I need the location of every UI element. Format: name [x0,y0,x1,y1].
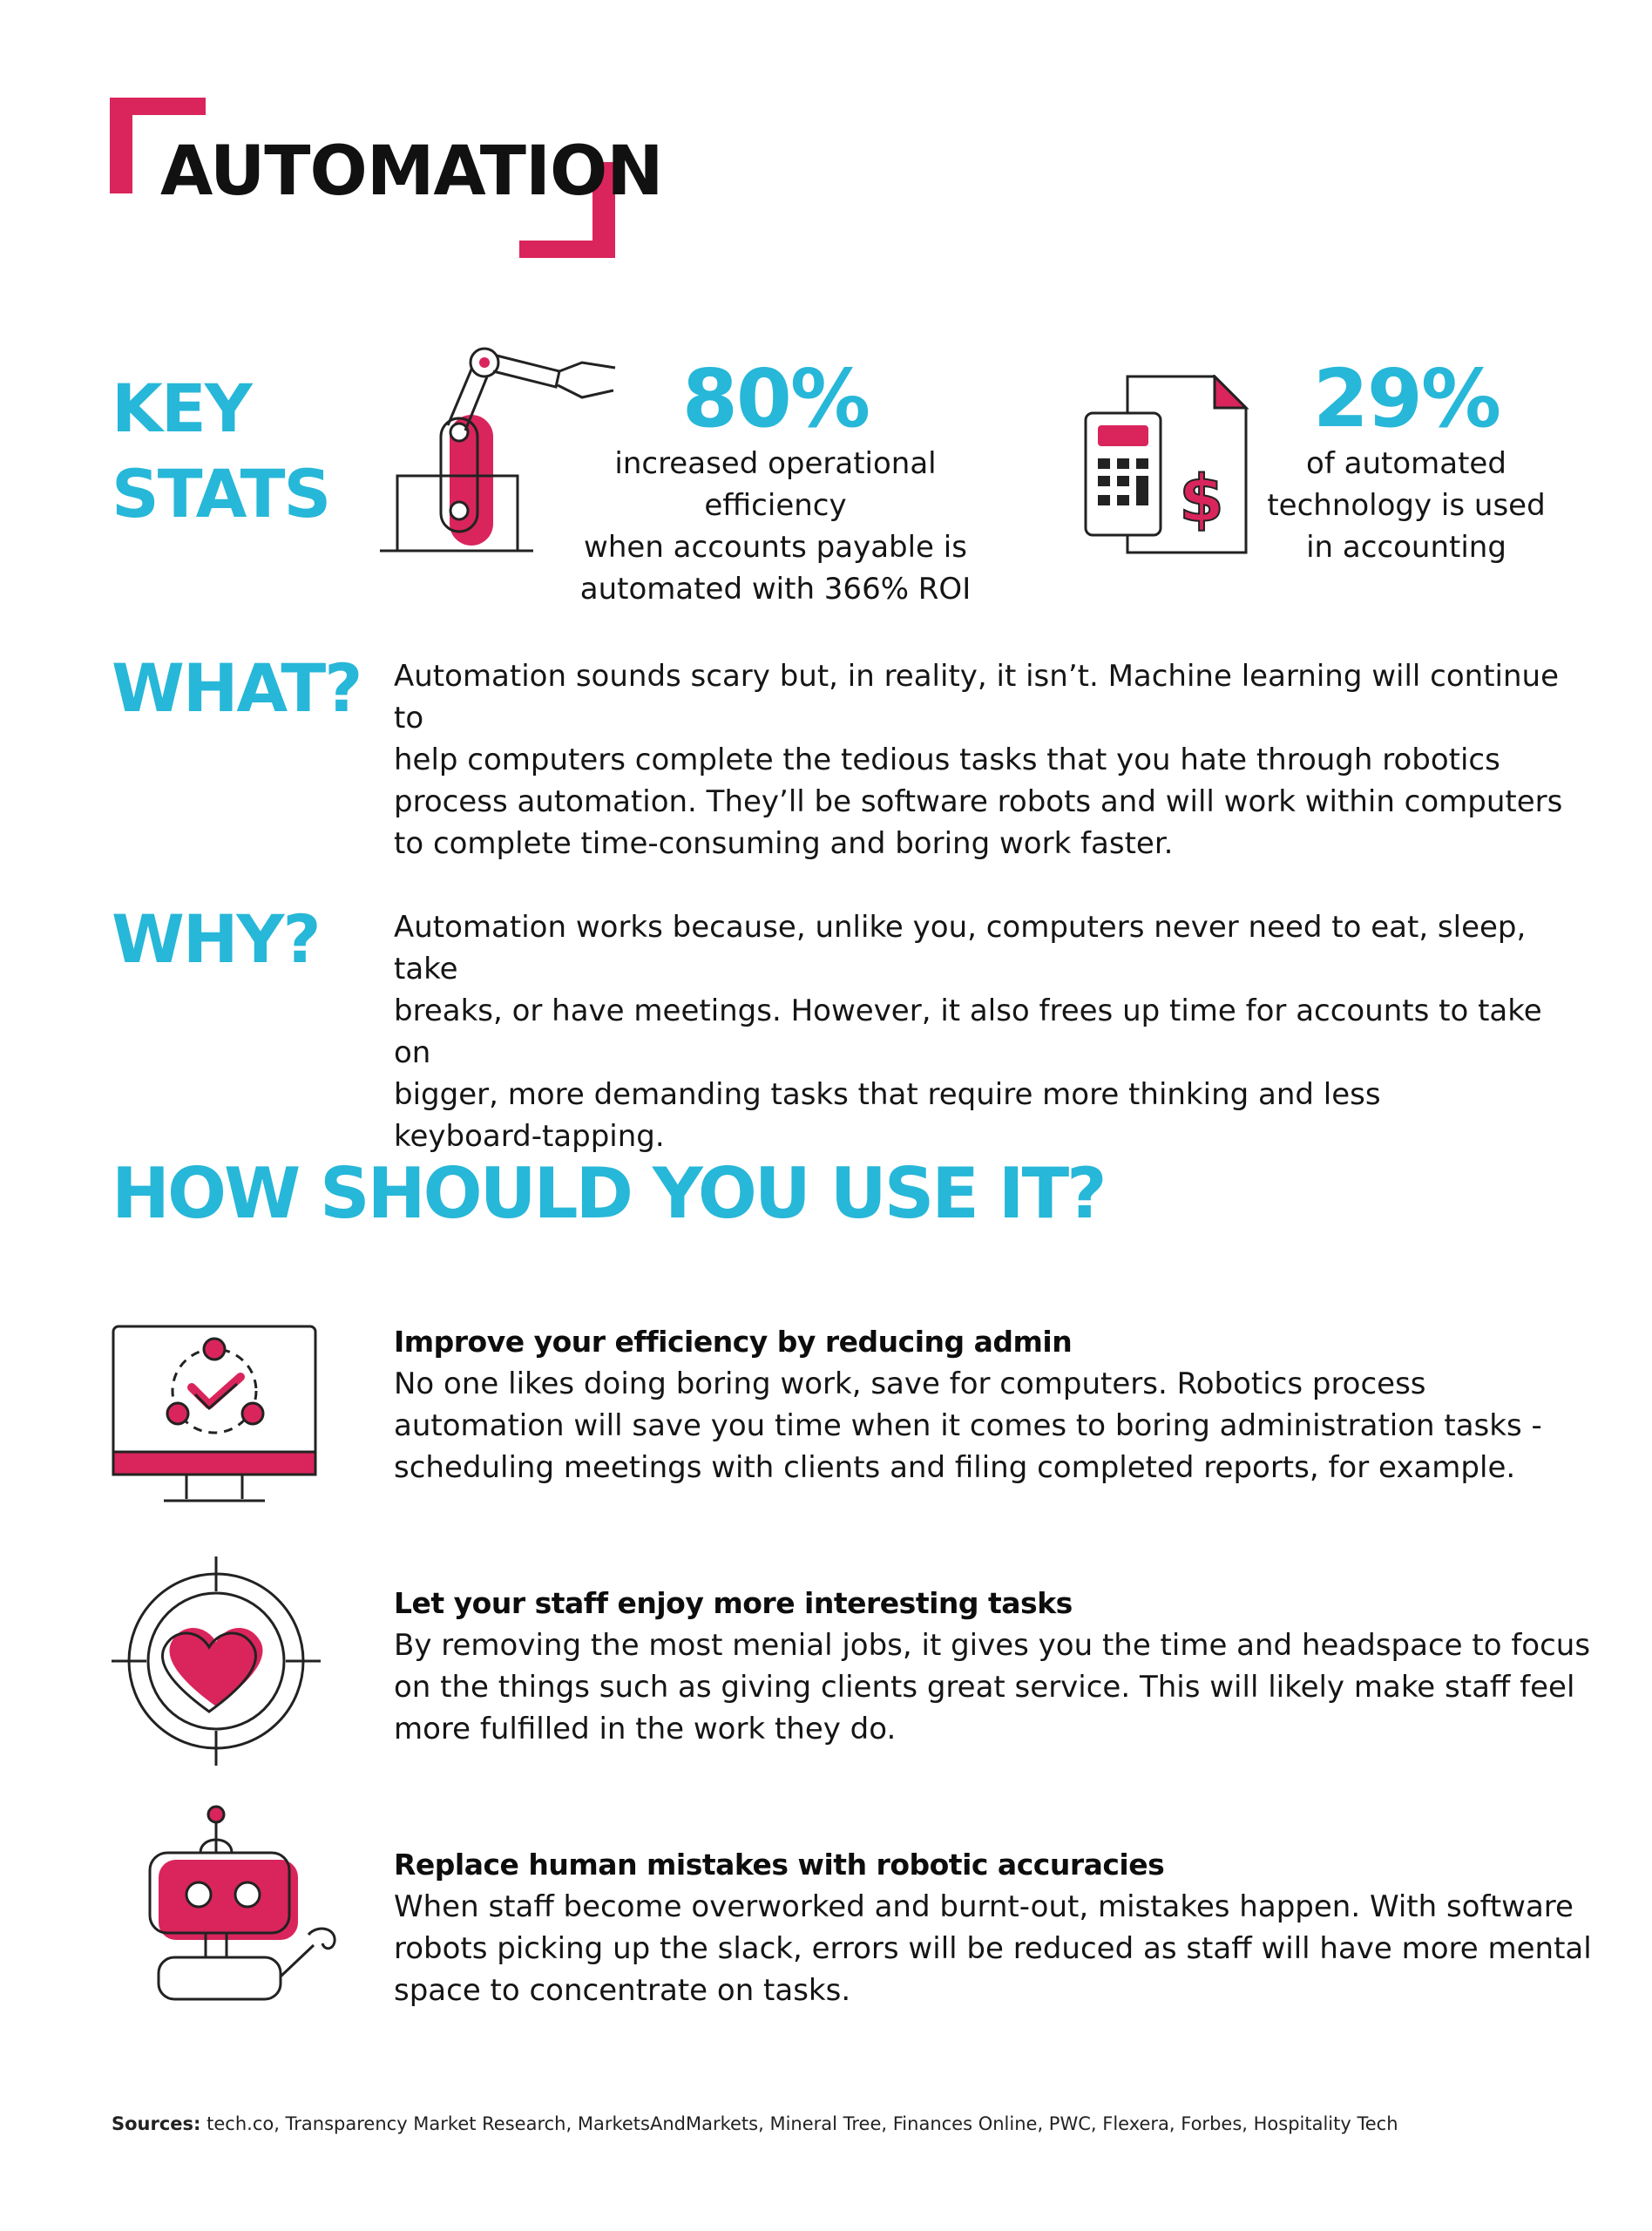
sources-footnote [112,2111,1593,2137]
how-item-line: robots picking up the slack, errors will be reduced as staff will have more mental [394,1931,1592,1966]
stat-80-line3: automated with 366% ROI [579,572,972,607]
stat-80-value: 80% [681,352,870,445]
stat-80 [540,352,1011,610]
what-body [394,655,1579,865]
key-stats-label-line2: STATS [112,455,330,532]
how-item-title: Let your staff enjoy more interesting tasks [394,1586,1073,1620]
how-item-line: space to concentrate on tasks. [394,1973,851,2008]
how-item-title: Replace human mistakes with robotic accuracies [394,1848,1165,1882]
stat-29-line1: of automated [1306,446,1506,481]
how-item-line: more fulfilled in the work they do. [394,1712,897,1746]
how-item-1 [394,1321,1596,1488]
how-item-line: scheduling meetings with clients and filing completed reports, for example. [394,1450,1516,1485]
what-line: process automation. They’ll be software robots and will work within computers [394,784,1563,819]
how-item-line: No one likes doing boring work, save for computers. Robotics process [394,1366,1426,1401]
monitor-check-icon [112,1325,321,1504]
why-line: bigger, more demanding tasks that require more thinking and less [394,1077,1381,1112]
how-item-title: Improve your efficiency by reducing admin [394,1325,1073,1359]
how-item-3 [394,1844,1596,2011]
how-heading: HOW SHOULD YOU USE IT? [112,1153,1105,1234]
how-item-line: By removing the most menial jobs, it gives you the time and headspace to focus [394,1628,1591,1663]
target-heart-icon [112,1556,321,1766]
robot-icon [143,1804,352,2004]
why-line: Automation works because, unlike you, computers never need to eat, sleep, take [394,910,1527,987]
why-heading: WHY? [112,900,320,978]
calculator-invoice-icon [1084,375,1249,554]
sources-text: tech.co, Transparency Market Research, MarketsAndMarkets, Mineral Tree, Finances Online, PWC, Flexera, Forbes, Hospitality Tech [200,2113,1398,2134]
what-line: help computers complete the tedious tasks that you hate through robotics [394,743,1500,777]
how-item-line: automation will save you time when it comes to boring administration tasks - [394,1408,1542,1443]
stat-29 [1249,352,1563,568]
what-line: Automation sounds scary but, in reality, it isn’t. Machine learning will continue to [394,659,1560,736]
why-body [394,906,1579,1157]
what-line: to complete time-consuming and boring work faster. [394,826,1174,861]
key-stats-label [112,366,329,537]
how-item-2 [394,1583,1596,1750]
page-header [110,98,663,258]
sources-label: Sources: [112,2113,201,2134]
how-item-line: on the things such as giving clients great service. This will likely make staff feel [394,1670,1575,1705]
why-line: breaks, or have meetings. However, it also frees up time for accounts to take on [394,993,1542,1070]
stat-80-line1: increased operational efficiency [614,446,937,523]
stat-29-value: 29% [1312,352,1500,445]
why-line: keyboard-tapping. [394,1119,665,1154]
what-heading: WHAT? [112,649,362,727]
page-title: AUTOMATION [160,132,663,211]
svg-text:$: $ [1179,462,1224,537]
stat-80-line2: when accounts payable is [584,530,967,565]
key-stats-label-line1: KEY [112,370,251,447]
stat-29-line2: technology is used [1267,488,1546,523]
stat-29-line3: in accounting [1306,530,1506,565]
how-item-line: When staff become overworked and burnt-out, mistakes happen. With software [394,1889,1574,1924]
